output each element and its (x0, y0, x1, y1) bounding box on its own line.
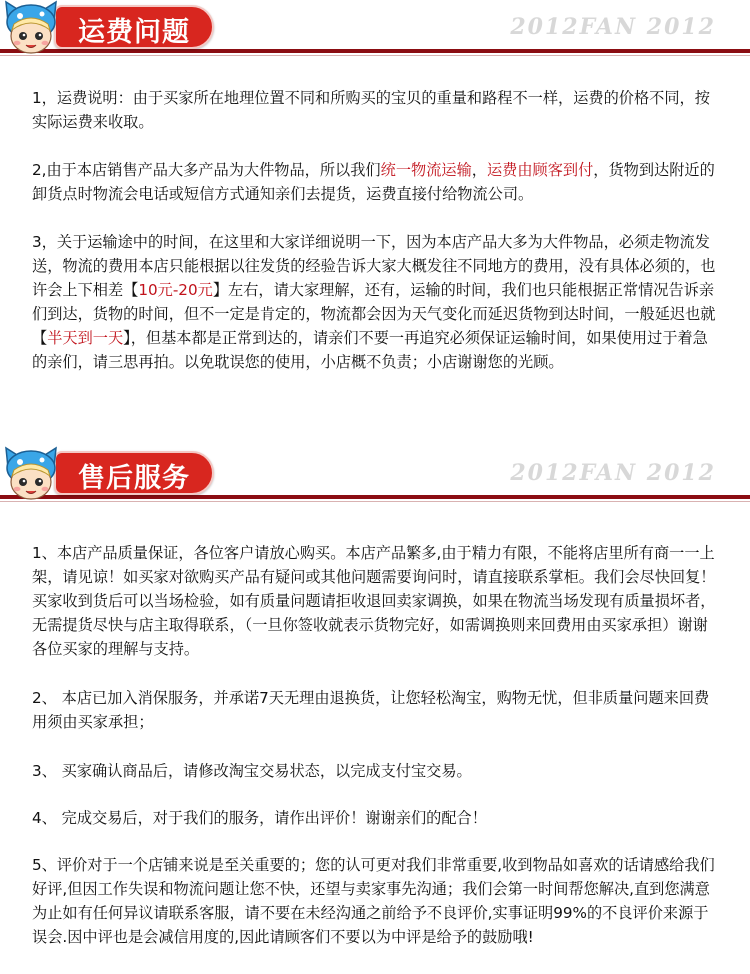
mascot-icon (2, 446, 60, 502)
after-sales-paragraph-2: 2、 本店已加入消保服务，并承诺7天无理由退换货，让您轻松淘宝，购物无忧，但非质量问题来回费用须由买家承担； (32, 689, 710, 731)
header-divider-light (0, 501, 750, 502)
highlight-text: 统一物流运输 (380, 161, 472, 179)
after-sales-paragraph-4: 4、 完成交易后，对于我们的服务，请作出评价！谢谢亲们的配合！ (32, 809, 487, 827)
highlight-text: 半天到一天 (47, 329, 124, 347)
after-sales-paragraph-1: 1、本店产品质量保证，各位客户请放心购买。本店产品繁多,由于精力有限，不能将店里所有商一一上架，请见谅！如买家对欲购买产品有疑问或其他问题需要询问时，请直接联系掌柜。我们会尽快回复！买家收到货后可以当场检验，如有质量问题请拒收退回卖家调换，如果在物流当场发现有质量损坏者，无需提货尽快与店主取得联系，（一旦你签收就表示货物完好，如需调换则来回费用由买家承担）谢谢各位买家的理解与支持。 (32, 544, 716, 658)
after-sales-title: 售后服务 (78, 463, 190, 494)
shipping-paragraph-2: 2,由于本店销售产品大多产品为大件物品，所以我们统一物流运输，运费由顾客到付，货物到达附近的卸货点时物流会电话或短信方式通知亲们去提货，运费直接付给物流公司。 (32, 161, 715, 203)
header-divider (0, 495, 750, 499)
shipping-title: 运费问题 (78, 17, 190, 48)
after-sales-header (0, 446, 750, 502)
shipping-header (0, 0, 750, 56)
after-sales-paragraph-5: 5、评价对于一个店铺来说是至关重要的；您的认可更对我们非常重要,收到物品如喜欢的话请感给我们好评,但因工作失误和物流问题让您不快，还望与卖家事先沟通；我们会第一时间帮您解决,直到您满意为止如有任何异议请联系客服，请不要在未经沟通之前给予不良评价,实事证明99%的不良评价来源于误会.因中评也是会减信用度的,因此请顾客们不要以为中评是给予的鼓励哦! (32, 856, 715, 946)
header-divider (0, 49, 750, 53)
watermark-text: 2012FAN 2012 (510, 460, 716, 486)
watermark-text: 2012FAN 2012 (510, 14, 716, 40)
shipping-paragraph-1: 1，运费说明：由于买家所在地理位置不同和所购买的宝贝的重量和路程不一样，运费的价格不同，按实际运费来收取。 (32, 89, 710, 131)
highlight-text: 运费由顾客到付 (486, 161, 594, 179)
header-divider-light (0, 55, 750, 56)
shipping-paragraph-3: 3，关于运输途中的时间，在这里和大家详细说明一下，因为本店产品大多为大件物品，必须走物流发送，物流的费用本店只能根据以往发货的经验告诉大家大概发往不同地方的费用，没有具体必须的，也许会上下相差【10元-20元】左右，请大家理解，还有，运输的时间，我们也只能根据正常情况告诉亲们到达，货物的时间，但不一定是肯定的，物流都会因为天气变化而延迟货物到达时间，一般延迟也就【半天到一天】，但基本都是正常到达的，请亲们不要一再追究必须保证运输时间，如果使用过于着急的亲们，请三思再拍。以免耽误您的使用，小店概不负责；小店谢谢您的光顾。 (32, 233, 716, 371)
shipping-title-badge (54, 5, 214, 49)
after-sales-paragraph-3: 3、 买家确认商品后，请修改淘宝交易状态，以完成支付宝交易。 (32, 762, 472, 780)
highlight-text: 10元-20元 (138, 281, 213, 299)
after-sales-title-badge (54, 451, 214, 495)
mascot-icon (2, 0, 60, 56)
